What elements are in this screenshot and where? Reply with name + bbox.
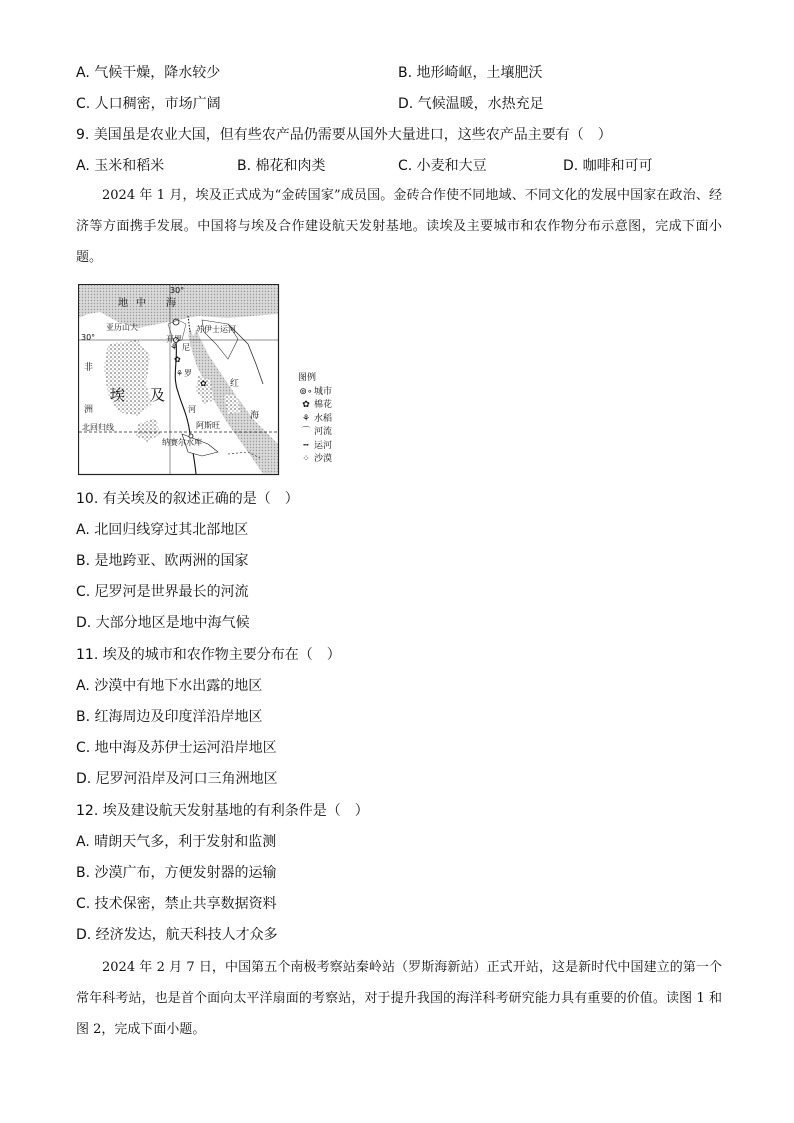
q12-option-c: C. 技术保密，禁止共享数据资料 (76, 896, 277, 912)
label-cairo: 开罗 (166, 335, 182, 344)
rice-symbol: ⚘ (170, 343, 179, 353)
legend-row-rice (298, 413, 332, 427)
label-alexandria: 亚历山大 (106, 323, 138, 332)
label-nile-2: 罗 (184, 369, 192, 378)
q10-option-c: C. 尼罗河是世界最长的河流 (76, 584, 249, 600)
city-icon: ⊚∘ (299, 386, 313, 397)
q10-option-a: A. 北回归线穿过其北部地区 (76, 522, 249, 538)
label-nile-1: 尼 (182, 343, 190, 352)
desert-icon: ⁘ (302, 454, 310, 464)
q9-option-a: A. 玉米和稻米 (76, 158, 165, 174)
legend-row-desert (298, 453, 332, 467)
label-30e: 30° (170, 286, 185, 295)
legend-row-river (298, 426, 332, 440)
passage-antarctic-text: 2024 年 2 月 7 日，中国第五个南极考察站秦岭站（罗斯海新站）正式开站，这是新时代中国建立的第一个常年科考站，也是首个面向太平洋扇面的考察站，对于提升我国的海洋科考研究能力具有重要的价值。读图 1 和图 2，完成下面小题。 (76, 960, 722, 1037)
label-nile-3: 河 (188, 405, 196, 414)
passage-antarctic (76, 952, 722, 1045)
q9-stem: 9. 美国虽是农业大国，但有些农产品仍需要从国外大量进口，这些农产品主要有（ ） (76, 127, 612, 143)
q9-option-d: D. 咖啡和可可 (563, 158, 653, 174)
label-med-3: 海 (166, 298, 176, 309)
label-30n: 30° (81, 333, 96, 342)
label-africa-2: 洲 (84, 405, 94, 415)
label-red-sea-1: 红 (230, 379, 240, 389)
passage-egypt (76, 180, 722, 273)
q8-option-c: C. 人口稠密，市场广阔 (76, 96, 221, 112)
label-egypt-1: 埃 (110, 386, 126, 404)
q11-option-b: B. 红海周边及印度洋沿岸地区 (76, 709, 263, 725)
q8-option-a: A. 气候干燥，降水较少 (76, 65, 221, 81)
q10-option-b: B. 是地跨亚、欧两洲的国家 (76, 553, 249, 569)
q11-option-a: A. 沙漠中有地下水出露的地区 (76, 678, 263, 694)
q12-option-d: D. 经济发达，航天科技人才众多 (76, 927, 278, 943)
q9-option-b: B. 棉花和肉类 (237, 158, 326, 174)
canal-icon: ┅ (303, 440, 309, 451)
label-suez: 苏伊士运河 (196, 325, 236, 334)
q11-option-c: C. 地中海及苏伊士运河沿岸地区 (76, 740, 277, 756)
cotton-symbol: ✿ (174, 355, 181, 364)
map-legend (298, 372, 332, 467)
q10-stem: 10. 有关埃及的叙述正确的是（ ） (76, 491, 299, 507)
q12-option-a: A. 晴朗天气多，利于发射和监测 (76, 834, 277, 850)
cotton-icon: ✿ (302, 400, 310, 410)
label-red-sea-2: 海 (250, 411, 260, 421)
legend-row-city (298, 386, 332, 400)
label-tropic: 北回归线 (82, 423, 114, 432)
q8-option-d: D. 气候温暖，水热充足 (398, 96, 544, 112)
q11-stem: 11. 埃及的城市和农作物主要分布在（ ） (76, 647, 341, 663)
label-med-1: 地 (118, 298, 128, 309)
rice-icon: ⚘ (301, 413, 311, 424)
legend-label-canal: 运河 (314, 440, 333, 451)
legend-title: 图例 (298, 373, 317, 383)
label-aswan: 阿斯旺 (196, 421, 220, 430)
label-nasser: 纳赛尔水库 (162, 438, 202, 447)
label-egypt-2: 及 (150, 386, 166, 404)
label-africa-1: 非 (84, 363, 94, 373)
passage-egypt-text: 2024 年 1 月，埃及正式成为“金砖国家”成员国。金砖合作使不同地域、不同文化的发展中国家在政治、经济等方面携手发展。中国将与埃及合作建设航天发射基地。读埃及主要城市和农作物分布示意图，完成下面小题。 (76, 188, 722, 265)
legend-label-river: 河流 (314, 427, 333, 437)
rice-symbol-2: ⚘ (176, 369, 184, 378)
q12-stem: 12. 埃及建设航天发射基地的有利条件是（ ） (76, 803, 369, 819)
legend-label-city: 城市 (314, 386, 333, 397)
legend-row-cotton (298, 399, 332, 413)
q10-option-d: D. 大部分地区是地中海气候 (76, 615, 250, 631)
legend-row-canal (298, 440, 332, 454)
river-icon: ⌒ (301, 427, 311, 437)
q11-option-d: D. 尼罗河沿岸及河口三角洲地区 (76, 771, 278, 787)
label-med-2: 中 (136, 298, 146, 309)
q12-option-b: B. 沙漠广布，方便发射器的运输 (76, 865, 277, 881)
legend-label-cotton: 棉花 (314, 400, 333, 410)
q8-option-b: B. 地形崎岖，土壤肥沃 (398, 65, 543, 81)
legend-label-desert: 沙漠 (314, 454, 333, 464)
q9-option-c: C. 小麦和大豆 (398, 158, 487, 174)
legend-label-rice: 水稻 (314, 413, 333, 424)
cotton-symbol-2: ✿ (200, 379, 207, 388)
